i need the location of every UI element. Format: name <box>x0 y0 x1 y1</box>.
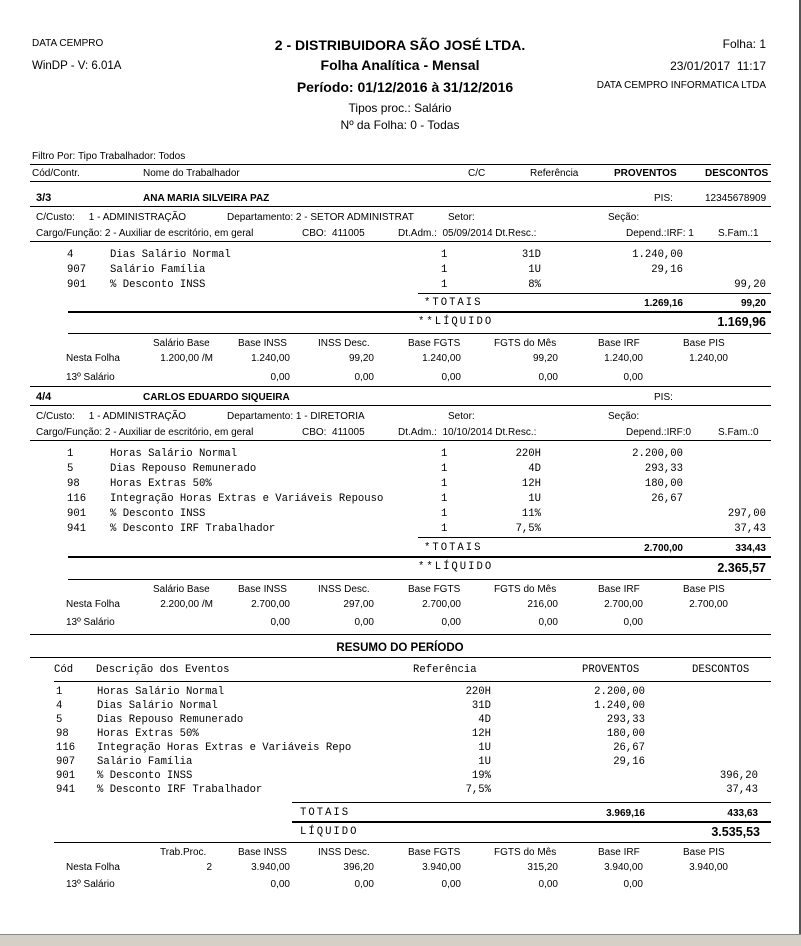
liquido-value: 2.365,57 <box>717 561 766 575</box>
base-pis-label: Base PIS <box>683 338 725 349</box>
event-desc: Dias Salário Normal <box>110 249 231 261</box>
event-desc: % Desconto INSS <box>110 508 206 520</box>
total-descontos: 334,43 <box>735 543 766 554</box>
base-inss-label: Base INSS <box>238 584 287 595</box>
company-name: 2 - DISTRIBUIDORA SÃO JOSÉ LTDA. <box>274 37 526 53</box>
liquido-label: **LÍQUIDO <box>418 561 494 573</box>
col-nome: Nome do Trabalhador <box>143 168 240 179</box>
admission: Dt.Adm.: 10/10/2014 Dt.Resc.: <box>398 427 537 438</box>
event-code: 1 <box>67 448 74 460</box>
worker-name: ANA MARIA SILVEIRA PAZ <box>143 193 270 204</box>
resumo-event-desc: Horas Salário Normal <box>97 686 225 698</box>
resumo-event-code: 941 <box>56 784 76 796</box>
divider <box>30 634 771 635</box>
event-code: 907 <box>67 264 87 276</box>
event-prov: 29,16 <box>651 264 683 276</box>
divider <box>292 821 771 823</box>
print-datetime: 23/01/2017 11:17 <box>670 59 766 73</box>
worker-name: CARLOS EDUARDO SIQUEIRA <box>143 392 290 403</box>
resumo-event-desc: Salário Família <box>97 756 193 768</box>
base-pis-label: Base PIS <box>683 847 725 858</box>
divider <box>54 681 771 682</box>
trab-proc-label: Trab.Proc. <box>160 847 207 858</box>
divider <box>30 657 771 658</box>
nesta-folha-label: Nesta Folha <box>66 599 120 610</box>
cbo: CBO: 411005 <box>302 427 365 438</box>
base-irf-label: Base IRF <box>598 847 640 858</box>
event-desc-value: 297,00 <box>727 508 766 520</box>
event-cc: 1 <box>441 448 448 460</box>
base-fgts-label: Base FGTS <box>408 584 461 595</box>
resumo-event-desc: % Desconto INSS <box>97 770 193 782</box>
inss-desc-label: INSS Desc. <box>318 847 370 858</box>
resumo-total-proventos: 3.969,16 <box>606 808 645 819</box>
event-code: 5 <box>67 463 74 475</box>
divider <box>30 241 771 242</box>
system-name: DATA CEMPRO <box>32 38 104 49</box>
event-desc: % Desconto INSS <box>110 279 206 291</box>
event-prov: 293,33 <box>644 463 683 475</box>
fgts-mes-label: FGTS do Mês <box>494 338 557 349</box>
divider <box>68 579 771 580</box>
event-code: 4 <box>67 249 74 261</box>
base-fgts: 1.240,00 <box>422 353 461 364</box>
base-pis-label: Base PIS <box>683 584 725 595</box>
base-pis: 2.700,00 <box>689 599 728 610</box>
decimo-label: 13º Salário <box>66 879 115 890</box>
decimo-inss-desc: 0,00 <box>354 617 374 628</box>
resumo-col-desc-value: DESCONTOS <box>692 664 750 676</box>
cargo: Cargo/Função: 2 - Auxiliar de escritório, em geral <box>36 427 254 438</box>
page-number: Folha: 1 <box>722 37 766 51</box>
resumo-event-prov: 180,00 <box>606 728 645 740</box>
resumo-event-prov: 2.200,00 <box>594 686 645 698</box>
resumo-event-prov: 29,16 <box>613 756 645 768</box>
event-ref: 4D <box>528 463 541 475</box>
divider <box>68 333 771 334</box>
divider <box>30 386 771 387</box>
divider <box>418 293 771 294</box>
fgts-mes: 315,20 <box>527 862 558 873</box>
department: Departamento: 1 - DIRETORIA <box>227 411 365 422</box>
event-ref: 220H <box>515 448 541 460</box>
filter-info: Filtro Por: Tipo Trabalhador: Todos <box>32 151 186 162</box>
resumo-event-ref: 7,5% <box>465 784 491 796</box>
vendor-name: DATA CEMPRO INFORMATICA LTDA <box>596 80 766 91</box>
event-prov: 1.240,00 <box>632 249 683 261</box>
resumo-col-desc: Descrição dos Eventos <box>96 664 230 676</box>
base-pis: 3.940,00 <box>689 862 728 873</box>
event-cc: 1 <box>441 279 448 291</box>
base-inss-label: Base INSS <box>238 847 287 858</box>
base-inss: 2.700,00 <box>251 599 290 610</box>
total-descontos: 99,20 <box>740 298 766 309</box>
base-fgts-label: Base FGTS <box>408 338 461 349</box>
report-period: Período: 01/12/2016 à 31/12/2016 <box>296 79 514 95</box>
resumo-col-cod: Cód <box>54 664 74 676</box>
event-desc-value: 99,20 <box>734 279 766 291</box>
event-desc: Integração Horas Extras e Variáveis Repouso <box>110 493 384 505</box>
base-irf-label: Base IRF <box>598 584 640 595</box>
cbo: CBO: 411005 <box>302 228 365 239</box>
pis-label: PIS: <box>654 392 673 403</box>
decimo-base-fgts: 0,00 <box>441 372 461 383</box>
decimo-fgts-mes: 0,00 <box>538 372 558 383</box>
resumo-event-prov: 1.240,00 <box>594 700 645 712</box>
col-ref: Referência <box>530 168 579 179</box>
base-fgts: 2.700,00 <box>422 599 461 610</box>
resumo-event-ref: 1U <box>478 742 491 754</box>
base-inss: 1.240,00 <box>251 353 290 364</box>
resumo-liquido-label: LÍQUIDO <box>300 826 359 838</box>
department: Departamento: 2 - SETOR ADMINISTRAT <box>227 212 414 223</box>
event-desc: Horas Extras 50% <box>110 478 212 490</box>
divider <box>418 537 771 538</box>
event-ref: 11% <box>521 508 541 520</box>
divider <box>30 405 771 406</box>
decimo-base-inss: 0,00 <box>270 879 290 890</box>
event-prov: 26,67 <box>651 493 683 505</box>
decimo-base-fgts: 0,00 <box>441 879 461 890</box>
resumo-event-ref: 220H <box>465 686 491 698</box>
setor: Setor: <box>448 212 475 223</box>
event-ref: 1U <box>528 493 541 505</box>
nesta-folha-label: Nesta Folha <box>66 353 120 364</box>
decimo-base-irf: 0,00 <box>623 372 643 383</box>
fgts-mes: 216,00 <box>527 599 558 610</box>
event-code: 941 <box>67 523 87 535</box>
resumo-event-code: 98 <box>56 728 69 740</box>
base-irf: 3.940,00 <box>604 862 643 873</box>
divider <box>30 206 771 207</box>
salario-familia: S.Fam.:1 <box>718 228 759 239</box>
divider <box>30 440 771 441</box>
secao: Seção: <box>608 212 640 223</box>
salario-familia: S.Fam.:0 <box>718 427 759 438</box>
salario-base: 2.200,00 /M <box>160 599 213 610</box>
resumo-col-ref: Referência <box>413 664 477 676</box>
worker-code: 3/3 <box>36 192 52 204</box>
event-prov: 180,00 <box>644 478 683 490</box>
resumo-event-prov: 26,67 <box>613 742 645 754</box>
resumo-event-desc: Horas Extras 50% <box>97 728 199 740</box>
resumo-event-desc: Integração Horas Extras e Variáveis Repo <box>97 742 352 754</box>
event-desc: Horas Salário Normal <box>110 448 238 460</box>
col-cod: Cód/Contr. <box>32 168 80 179</box>
event-code: 98 <box>67 478 80 490</box>
resumo-event-desc-value: 396,20 <box>719 770 758 782</box>
pis-label: PIS: <box>654 193 673 204</box>
resumo-total-descontos: 433,63 <box>727 808 758 819</box>
base-irf: 2.700,00 <box>604 599 643 610</box>
resumo-totais-label: TOTAIS <box>300 807 351 819</box>
secao: Seção: <box>608 411 640 422</box>
cost-center: C/Custo: 1 - ADMINISTRAÇÃO <box>36 212 187 223</box>
event-ref: 31D <box>521 249 541 261</box>
resumo-col-prov: PROVENTOS <box>582 664 640 676</box>
fgts-mes: 99,20 <box>532 353 558 364</box>
folha-number: Nº da Folha: 0 - Todas <box>340 118 460 132</box>
event-desc: Salário Família <box>110 264 206 276</box>
report-title: Folha Analítica - Mensal <box>320 57 480 73</box>
event-code: 901 <box>67 279 87 291</box>
event-cc: 1 <box>441 478 448 490</box>
divider <box>30 181 771 182</box>
totais-label: *TOTAIS <box>424 542 483 554</box>
cost-center: C/Custo: 1 - ADMINISTRAÇÃO <box>36 411 187 422</box>
event-ref: 7,5% <box>515 523 541 535</box>
decimo-base-fgts: 0,00 <box>441 617 461 628</box>
divider <box>68 556 771 558</box>
salario-base-label: Salário Base <box>153 338 210 349</box>
base-pis: 1.240,00 <box>689 353 728 364</box>
admission: Dt.Adm.: 05/09/2014 Dt.Resc.: <box>398 228 537 239</box>
resumo-event-code: 116 <box>56 742 76 754</box>
decimo-base-irf: 0,00 <box>623 879 643 890</box>
col-cc: C/C <box>468 168 486 179</box>
event-ref: 12H <box>521 478 541 490</box>
decimo-base-inss: 0,00 <box>270 372 290 383</box>
resumo-event-code: 5 <box>56 714 63 726</box>
liquido-value: 1.169,96 <box>717 315 766 329</box>
resumo-event-ref: 12H <box>471 728 491 740</box>
divider <box>30 164 771 165</box>
divider <box>68 311 771 313</box>
process-types: Tipos proc.: Salário <box>348 101 452 115</box>
decimo-inss-desc: 0,00 <box>354 372 374 383</box>
event-cc: 1 <box>441 523 448 535</box>
base-irf: 1.240,00 <box>604 353 643 364</box>
decimo-fgts-mes: 0,00 <box>538 879 558 890</box>
resumo-event-prov: 293,33 <box>606 714 645 726</box>
pis-value: 12345678909 <box>705 193 767 204</box>
inss-desc: 396,20 <box>343 862 374 873</box>
dependents: Depend.:IRF: 1 <box>626 228 694 239</box>
version: WinDP - V: 6.01A <box>32 60 122 72</box>
trab-proc: 2 <box>206 862 212 873</box>
dependents: Depend.:IRF:0 <box>626 427 692 438</box>
event-cc: 1 <box>441 264 448 276</box>
fgts-mes-label: FGTS do Mês <box>494 847 557 858</box>
event-cc: 1 <box>441 493 448 505</box>
total-proventos: 2.700,00 <box>644 543 683 554</box>
base-fgts-label: Base FGTS <box>408 847 461 858</box>
total-proventos: 1.269,16 <box>644 298 683 309</box>
resumo-title: RESUMO DO PERÍODO <box>336 642 464 654</box>
event-ref: 1U <box>528 264 541 276</box>
col-descontos: DESCONTOS <box>705 168 769 179</box>
fgts-mes-label: FGTS do Mês <box>494 584 557 595</box>
base-inss-label: Base INSS <box>238 338 287 349</box>
resumo-event-code: 4 <box>56 700 63 712</box>
base-inss: 3.940,00 <box>251 862 290 873</box>
inss-desc: 297,00 <box>343 599 374 610</box>
inss-desc-label: INSS Desc. <box>318 338 370 349</box>
resumo-event-code: 907 <box>56 756 76 768</box>
resumo-event-desc: Dias Repouso Remunerado <box>97 714 244 726</box>
event-cc: 1 <box>441 463 448 475</box>
event-ref: 8% <box>528 279 541 291</box>
nesta-folha-label: Nesta Folha <box>66 862 120 873</box>
resumo-event-ref: 31D <box>471 700 491 712</box>
decimo-base-inss: 0,00 <box>270 617 290 628</box>
resumo-event-ref: 1U <box>478 756 491 768</box>
event-desc: % Desconto IRF Trabalhador <box>110 523 276 535</box>
divider <box>54 842 771 843</box>
resumo-event-code: 1 <box>56 686 63 698</box>
event-cc: 1 <box>441 249 448 261</box>
inss-desc: 99,20 <box>348 353 374 364</box>
resumo-event-desc: Dias Salário Normal <box>97 700 218 712</box>
decimo-base-irf: 0,00 <box>623 617 643 628</box>
event-desc: Dias Repouso Remunerado <box>110 463 257 475</box>
salario-base: 1.200,00 /M <box>160 353 213 364</box>
event-desc-value: 37,43 <box>734 523 766 535</box>
event-prov: 2.200,00 <box>632 448 683 460</box>
event-code: 901 <box>67 508 87 520</box>
base-irf-label: Base IRF <box>598 338 640 349</box>
resumo-event-desc-value: 37,43 <box>726 784 758 796</box>
divider <box>292 802 771 803</box>
col-proventos: PROVENTOS <box>614 168 677 179</box>
resumo-event-desc: % Desconto IRF Trabalhador <box>97 784 263 796</box>
salario-base-label: Salário Base <box>153 584 210 595</box>
decimo-label: 13º Salário <box>66 372 115 383</box>
worker-code: 4/4 <box>36 391 52 403</box>
totais-label: *TOTAIS <box>424 297 483 309</box>
decimo-inss-desc: 0,00 <box>354 879 374 890</box>
resumo-event-code: 901 <box>56 770 76 782</box>
horizontal-scrollbar[interactable] <box>0 934 801 946</box>
event-cc: 1 <box>441 508 448 520</box>
resumo-liquido-value: 3.535,53 <box>711 825 760 839</box>
decimo-label: 13º Salário <box>66 617 115 628</box>
liquido-label: **LÍQUIDO <box>418 316 494 328</box>
decimo-fgts-mes: 0,00 <box>538 617 558 628</box>
base-fgts: 3.940,00 <box>422 862 461 873</box>
event-code: 116 <box>67 493 87 505</box>
setor: Setor: <box>448 411 475 422</box>
cargo: Cargo/Função: 2 - Auxiliar de escritório, em geral <box>36 228 254 239</box>
inss-desc-label: INSS Desc. <box>318 584 370 595</box>
resumo-event-ref: 19% <box>471 770 491 782</box>
resumo-event-ref: 4D <box>478 714 491 726</box>
